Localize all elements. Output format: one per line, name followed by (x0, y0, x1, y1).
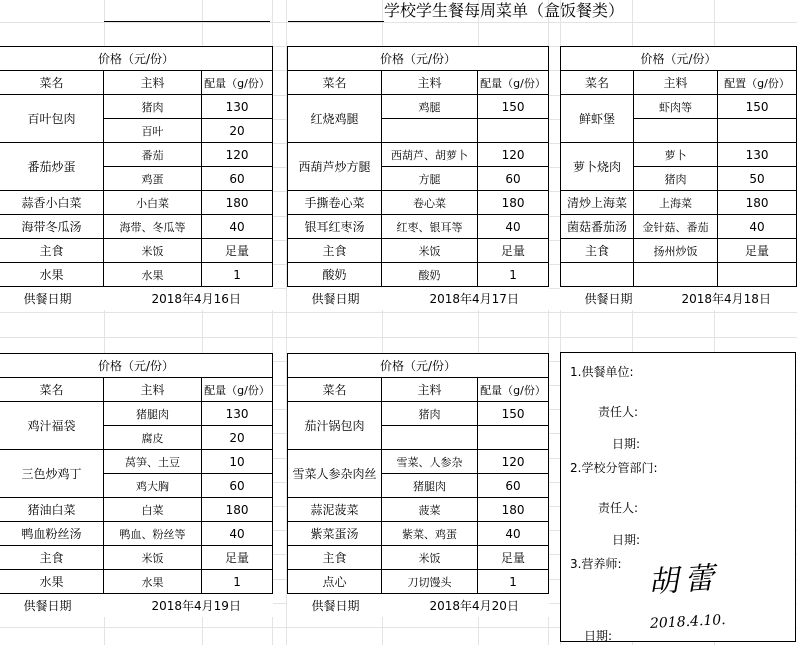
title-underline-right (288, 21, 384, 22)
amount-value: 180 (718, 191, 797, 215)
amount-value: 120 (202, 143, 273, 167)
dish-name: 海带冬瓜汤 (0, 215, 104, 239)
main-ingredient: 鸡大胸 (104, 474, 202, 498)
main-ingredient: 水果 (104, 570, 202, 594)
menu-table-day2 (287, 46, 549, 310)
serving-date-label: 供餐日期 (584, 292, 633, 306)
dish-name: 紫菜蛋汤 (288, 522, 382, 546)
dish-name: 鸭血粉丝汤 (0, 522, 104, 546)
dish-name: 蒜泥菠菜 (288, 498, 382, 522)
main-ingredient: 红枣、银耳等 (382, 215, 478, 239)
menu-row (288, 402, 549, 426)
dish-name: 银耳红枣汤 (288, 215, 382, 239)
dish-name: 清炒上海菜 (561, 191, 634, 215)
main-ingredient: 酸奶 (382, 263, 478, 287)
serving-date: 2018年4月20日 (429, 599, 519, 613)
dish-header: 菜名 (561, 71, 634, 95)
serving-date-label: 供餐日期 (311, 599, 360, 613)
amount-value: 180 (478, 191, 549, 215)
amount-value: 1 (202, 570, 273, 594)
dish-header: 菜名 (288, 71, 382, 95)
price-header: 价格（元/份） (0, 47, 273, 71)
amount-value: 40 (478, 522, 549, 546)
amount-value: 50 (718, 167, 797, 191)
main-ingredient: 猪肉 (104, 95, 202, 119)
amount-value: 130 (202, 95, 273, 119)
dish-name: 三色炒鸡丁 (0, 450, 104, 498)
main-ingredient: 水果 (104, 263, 202, 287)
dish-name: 点心 (288, 570, 382, 594)
menu-table-day1 (0, 46, 273, 310)
menu-row (288, 450, 549, 474)
amount-value: 180 (202, 191, 273, 215)
menu-row (0, 191, 273, 215)
amount-value: 1 (202, 263, 273, 287)
main-ingredient: 猪肉 (634, 167, 718, 191)
amount-value: 120 (478, 450, 549, 474)
menu-row (561, 215, 797, 239)
main-ingredient: 菠菜 (382, 498, 478, 522)
amount-value: 60 (478, 167, 549, 191)
main-ingredient: 番茄 (104, 143, 202, 167)
menu-row (0, 546, 273, 570)
main-ingredient: 鸡蛋 (104, 167, 202, 191)
nutritionist-label: 3.营养师: (570, 557, 622, 571)
menu-row (0, 215, 273, 239)
main-ingredient: 紫菜、鸡蛋 (382, 522, 478, 546)
amount-header: 配量（g/份） (202, 71, 273, 95)
menu-row (288, 191, 549, 215)
main-ingredient: 鸭血、粉丝等 (104, 522, 202, 546)
amount-value: 150 (478, 402, 549, 426)
menu-table-day5 (287, 353, 549, 617)
amount-value (718, 263, 797, 287)
menu-row (288, 522, 549, 546)
menu-row (0, 143, 273, 167)
main-ingredient: 莴笋、土豆 (104, 450, 202, 474)
menu-row (288, 95, 549, 119)
dish-name (561, 263, 634, 287)
main-ingredient: 西葫芦、胡萝卜 (382, 143, 478, 167)
title-underline-left (104, 21, 270, 22)
dish-name: 菌菇番茄汤 (561, 215, 634, 239)
menu-row (0, 570, 273, 594)
menu-row (0, 263, 273, 287)
main-ingredient: 鸡腿 (382, 95, 478, 119)
dish-name: 水果 (0, 570, 104, 594)
dish-name: 主食 (288, 239, 382, 263)
menu-row (288, 263, 549, 287)
menu-row (288, 546, 549, 570)
amount-value: 150 (478, 95, 549, 119)
main-ingredient-header: 主料 (382, 378, 478, 402)
amount-value: 10 (202, 450, 273, 474)
main-ingredient: 米饭 (104, 546, 202, 570)
main-ingredient: 海带、冬瓜等 (104, 215, 202, 239)
menu-row (561, 239, 797, 263)
main-ingredient: 米饭 (382, 239, 478, 263)
menu-row (288, 239, 549, 263)
supplier-label: 1.供餐单位: (570, 365, 634, 379)
main-ingredient: 金针菇、番茄 (634, 215, 718, 239)
dish-header: 菜名 (0, 71, 104, 95)
amount-value: 180 (202, 498, 273, 522)
page-title: 学校学生餐每周菜单（盒饭餐类） (384, 1, 625, 20)
dish-name: 番茄炒蛋 (0, 143, 104, 191)
main-ingredient: 虾肉等 (634, 95, 718, 119)
amount-value: 20 (202, 426, 273, 450)
amount-value: 足量 (202, 239, 273, 263)
dish-name: 手撕卷心菜 (288, 191, 382, 215)
main-ingredient-header: 主料 (634, 71, 718, 95)
serving-date: 2018年4月19日 (151, 599, 241, 613)
dept-date-label: 日期: (612, 533, 641, 547)
nutritionist-date-label: 日期: (584, 629, 613, 643)
main-ingredient: 白菜 (104, 498, 202, 522)
amount-header: 配量（g/份） (478, 378, 549, 402)
menu-row (561, 191, 797, 215)
menu-row (288, 143, 549, 167)
menu-row (288, 570, 549, 594)
main-ingredient: 小白菜 (104, 191, 202, 215)
dish-name: 雪菜人参杂肉丝 (288, 450, 382, 498)
dish-name: 水果 (0, 263, 104, 287)
signature-date: 2018.4.10. (649, 612, 727, 632)
dish-name: 红烧鸡腿 (288, 95, 382, 143)
main-ingredient: 雪菜、人参杂 (382, 450, 478, 474)
serving-date: 2018年4月18日 (681, 292, 771, 306)
nutritionist-signature: 胡蕾 (647, 560, 722, 601)
main-ingredient (634, 119, 718, 143)
menu-row (0, 522, 273, 546)
dish-name: 主食 (0, 239, 104, 263)
serving-date: 2018年4月16日 (151, 292, 241, 306)
main-ingredient: 百叶 (104, 119, 202, 143)
main-ingredient (382, 426, 478, 450)
menu-row (0, 450, 273, 474)
main-ingredient (634, 263, 718, 287)
main-ingredient: 方腿 (382, 167, 478, 191)
amount-value (478, 119, 549, 143)
amount-value: 40 (718, 215, 797, 239)
serving-date: 2018年4月17日 (429, 292, 519, 306)
dish-name: 鲜虾堡 (561, 95, 634, 143)
main-ingredient-header: 主料 (104, 71, 202, 95)
menu-table-day3 (560, 46, 797, 310)
main-ingredient: 卷心菜 (382, 191, 478, 215)
dish-name: 茄汁锅包肉 (288, 402, 382, 450)
menu-row (561, 143, 797, 167)
amount-value: 130 (202, 402, 273, 426)
amount-value: 60 (202, 474, 273, 498)
serving-date-label: 供餐日期 (23, 292, 72, 306)
menu-table-day4 (0, 353, 273, 617)
main-ingredient: 猪肉 (382, 402, 478, 426)
main-ingredient: 猪腿肉 (104, 402, 202, 426)
main-ingredient: 米饭 (382, 546, 478, 570)
dish-name: 蒜香小白菜 (0, 191, 104, 215)
price-header: 价格（元/份） (288, 354, 549, 378)
amount-header: 配量（g/份） (202, 378, 273, 402)
amount-value: 足量 (202, 546, 273, 570)
menu-row (288, 498, 549, 522)
amount-header: 配置（g/份） (718, 71, 797, 95)
amount-value: 1 (478, 570, 549, 594)
amount-value: 1 (478, 263, 549, 287)
dish-name: 西葫芦炒方腿 (288, 143, 382, 191)
menu-row (0, 498, 273, 522)
amount-value: 足量 (478, 239, 549, 263)
dish-name: 主食 (561, 239, 634, 263)
menu-row (288, 215, 549, 239)
amount-value: 150 (718, 95, 797, 119)
amount-value: 120 (478, 143, 549, 167)
main-ingredient: 米饭 (104, 239, 202, 263)
main-ingredient: 猪腿肉 (382, 474, 478, 498)
amount-value: 180 (478, 498, 549, 522)
amount-value (718, 119, 797, 143)
amount-value: 40 (202, 215, 273, 239)
amount-value: 40 (478, 215, 549, 239)
dish-name: 萝卜烧肉 (561, 143, 634, 191)
amount-value: 40 (202, 522, 273, 546)
menu-row (561, 263, 797, 287)
dish-name: 猪油白菜 (0, 498, 104, 522)
supplier-date-label: 日期: (612, 437, 641, 451)
serving-date-label: 供餐日期 (23, 599, 72, 613)
amount-value: 足量 (718, 239, 797, 263)
price-header: 价格（元/份） (561, 47, 797, 71)
amount-value: 60 (478, 474, 549, 498)
main-ingredient: 刀切馒头 (382, 570, 478, 594)
main-ingredient (382, 119, 478, 143)
main-ingredient: 腐皮 (104, 426, 202, 450)
main-ingredient: 上海菜 (634, 191, 718, 215)
main-ingredient: 萝卜 (634, 143, 718, 167)
main-ingredient: 扬州炒饭 (634, 239, 718, 263)
dept-person-label: 责任人: (598, 501, 639, 515)
main-ingredient-header: 主料 (382, 71, 478, 95)
supplier-person-label: 责任人: (598, 405, 639, 419)
main-ingredient-header: 主料 (104, 378, 202, 402)
dish-header: 菜名 (288, 378, 382, 402)
amount-value: 130 (718, 143, 797, 167)
menu-row (0, 402, 273, 426)
dish-header: 菜名 (0, 378, 104, 402)
amount-value: 20 (202, 119, 273, 143)
serving-date-label: 供餐日期 (311, 292, 360, 306)
menu-row (561, 95, 797, 119)
price-header: 价格（元/份） (0, 354, 273, 378)
dish-name: 主食 (0, 546, 104, 570)
amount-value (478, 426, 549, 450)
dish-name: 酸奶 (288, 263, 382, 287)
menu-row (0, 95, 273, 119)
dish-name: 主食 (288, 546, 382, 570)
amount-value: 足量 (478, 546, 549, 570)
amount-value: 60 (202, 167, 273, 191)
dish-name: 百叶包肉 (0, 95, 104, 143)
menu-row (0, 239, 273, 263)
dish-name: 鸡汁福袋 (0, 402, 104, 450)
amount-header: 配量（g/份） (478, 71, 549, 95)
school-dept-label: 2.学校分管部门: (570, 461, 658, 475)
price-header: 价格（元/份） (288, 47, 549, 71)
